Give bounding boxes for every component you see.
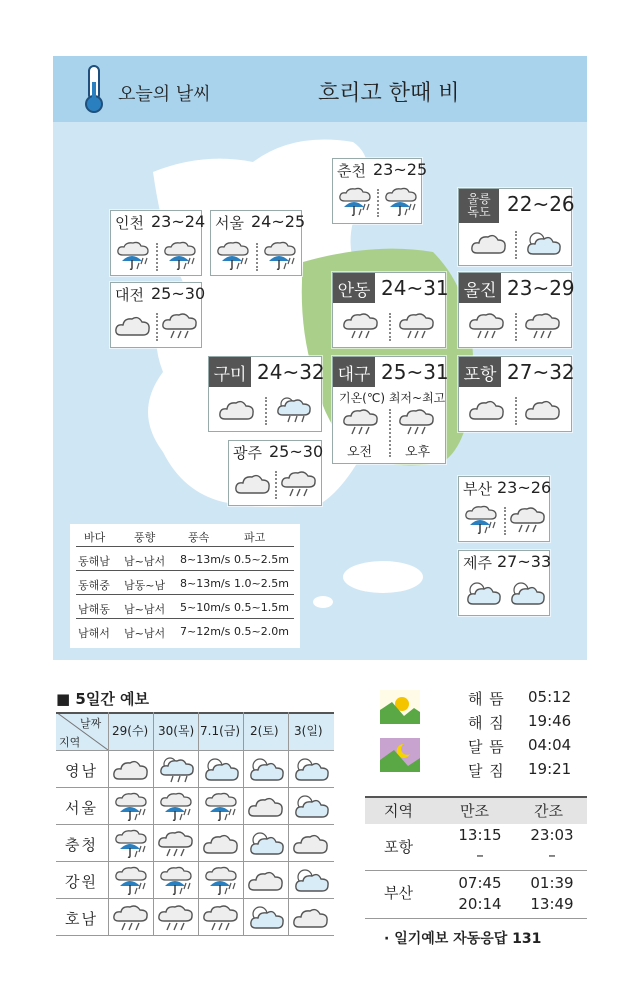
wind-speed: 8~13m/s <box>180 577 231 590</box>
cloudy-rain-icon <box>156 829 196 859</box>
wave-height: 0.5~2.5m <box>234 553 289 566</box>
table-row <box>76 622 294 642</box>
wind-direction: 남~남서 <box>124 627 166 640</box>
sunrise-icon <box>380 690 420 724</box>
cloudy-rain-icon <box>111 903 151 933</box>
moonrise-label: 달 뜸 <box>468 738 505 756</box>
partly-cloudy-icon <box>291 755 331 785</box>
partly-cloudy-icon <box>463 579 503 609</box>
city-name: 서울 <box>215 214 244 232</box>
city-temp: 23~29 <box>507 276 575 300</box>
forecast-region: 서울 <box>65 799 98 817</box>
umbrella-rain-icon <box>111 829 151 859</box>
city-temp: 24~31 <box>381 276 449 300</box>
sunset-label: 해 짐 <box>468 714 505 732</box>
city-temp: 27~32 <box>507 360 575 384</box>
cloudy-icon <box>523 395 563 425</box>
moonset-label: 달 짐 <box>468 762 505 780</box>
umbrella-rain-icon <box>113 241 153 271</box>
city-card-gwangju <box>228 440 322 506</box>
wind-direction: 남~남서 <box>124 603 166 616</box>
city-card-gumi <box>208 356 325 432</box>
city-name: 울진 <box>459 273 501 303</box>
five-day-forecast-title: ■ 5일간 예보 <box>56 690 150 708</box>
city-name: 대구 <box>333 357 375 387</box>
moonrise-time: 04:04 <box>528 736 572 754</box>
low-tide-time: – <box>548 846 556 864</box>
city-card-incheon <box>110 210 206 276</box>
temperature-legend: 기온(℃) 최저~최고 <box>339 391 446 405</box>
table-row <box>76 574 294 595</box>
city-temp: 25~31 <box>381 360 449 384</box>
cloudy-icon <box>246 792 286 822</box>
city-name: 광주 <box>233 444 262 462</box>
sea-area: 동해남 <box>78 555 110 568</box>
city-temp: 25~30 <box>151 284 206 303</box>
partly-cloudy-icon <box>246 903 286 933</box>
sea-header: 바다 <box>84 531 106 544</box>
pm-label: 오후 <box>405 445 431 460</box>
city-temp: 23~26 <box>497 478 552 497</box>
forecast-day: 7.1(금) <box>200 724 241 738</box>
cloudy-rain-icon <box>341 407 381 437</box>
sea-area: 남해서 <box>78 627 110 640</box>
city-temp: 23~24 <box>151 212 206 231</box>
high-tide-time: 13:15 <box>458 826 502 844</box>
partly-cloudy-rain-icon <box>273 395 313 425</box>
sea-area: 동해중 <box>78 579 110 592</box>
tide-region: 부산 <box>384 884 413 902</box>
table-row <box>76 598 294 619</box>
forecast-day: 2(토) <box>250 724 279 738</box>
cloudy-rain-icon <box>160 311 200 341</box>
umbrella-rain-icon <box>381 187 421 217</box>
umbrella-rain-icon <box>201 792 241 822</box>
partly-cloudy-rain-icon <box>156 755 196 785</box>
cloudy-rain-icon <box>467 311 507 341</box>
tide-header: 만조 <box>460 802 489 820</box>
partly-cloudy-icon <box>523 229 563 259</box>
wind-speed: 8~13m/s <box>180 553 231 566</box>
low-tide-time: 01:39 <box>530 874 574 892</box>
cloudy-icon <box>217 395 257 425</box>
city-name: 구미 <box>209 357 251 387</box>
forecast-day: 3(일) <box>294 724 323 738</box>
cloudy-rain-icon <box>341 311 381 341</box>
partly-cloudy-icon <box>291 792 331 822</box>
city-card-pohang <box>458 356 575 432</box>
city-temp: 24~25 <box>251 212 306 231</box>
cloudy-icon <box>467 395 507 425</box>
umbrella-rain-icon <box>111 866 151 896</box>
city-card-jeju <box>458 550 550 616</box>
city-name: 대전 <box>115 286 144 304</box>
umbrella-rain-icon <box>160 241 200 271</box>
sunrise-label: 해 뜸 <box>468 690 505 708</box>
umbrella-rain-icon <box>111 792 151 822</box>
partly-cloudy-icon <box>201 755 241 785</box>
thermometer-icon <box>80 64 108 114</box>
corner-date-label: 날짜 <box>80 717 102 730</box>
city-temp: 25~30 <box>269 442 324 461</box>
cloudy-rain-icon <box>279 469 319 499</box>
city-name: 춘천 <box>337 162 366 180</box>
sea-header-row <box>76 526 294 547</box>
sea-header: 파고 <box>244 531 266 544</box>
cloudy-icon <box>291 829 331 859</box>
tide-header: 간조 <box>534 802 563 820</box>
cloudy-rain-icon <box>156 903 196 933</box>
city-name: 인천 <box>115 214 144 232</box>
partly-cloudy-icon <box>246 829 286 859</box>
cloudy-rain-icon <box>397 407 437 437</box>
cloudy-rain-icon <box>201 903 241 933</box>
city-card-chuncheon <box>332 158 428 224</box>
high-tide-time: – <box>476 846 484 864</box>
forecast-region: 호남 <box>65 910 98 928</box>
umbrella-rain-icon <box>260 241 300 271</box>
sea-header: 풍향 <box>134 531 156 544</box>
forecast-region: 충청 <box>65 836 98 854</box>
cloudy-icon <box>291 903 331 933</box>
city-name: 포항 <box>459 357 501 387</box>
high-tide-time: 07:45 <box>458 874 502 892</box>
cloudy-rain-icon <box>523 311 563 341</box>
forecast-region: 영남 <box>65 762 98 780</box>
forecast-day: 29(수) <box>112 724 149 738</box>
wind-speed: 5~10m/s <box>180 601 231 614</box>
sea-header: 풍속 <box>188 531 210 544</box>
partly-cloudy-icon <box>291 866 331 896</box>
cloudy-icon <box>233 469 273 499</box>
sunset-time: 19:46 <box>528 712 572 730</box>
cloudy-rain-icon <box>397 311 437 341</box>
cloudy-icon <box>111 755 151 785</box>
city-name: 안동 <box>333 273 375 303</box>
city-temp: 22~26 <box>507 192 575 216</box>
city-card-uljin <box>458 272 575 348</box>
city-temp: 24~32 <box>257 360 325 384</box>
cloudy-icon <box>246 866 286 896</box>
moonrise-icon <box>380 738 420 772</box>
header-label: 오늘의 날씨 <box>118 84 211 105</box>
cloudy-icon <box>113 311 153 341</box>
umbrella-rain-icon <box>156 866 196 896</box>
cloudy-icon <box>201 829 241 859</box>
wind-direction: 남~남서 <box>124 555 166 568</box>
sunrise-time: 05:12 <box>528 688 572 706</box>
tide-region: 포항 <box>384 838 413 856</box>
high-tide-time: 20:14 <box>458 895 502 913</box>
city-card-daegu <box>332 356 449 464</box>
partly-cloudy-icon <box>246 755 286 785</box>
city-card-daejeon <box>110 282 206 348</box>
forecast-region: 강원 <box>65 873 98 891</box>
city-name: 울릉 독도 <box>459 189 499 223</box>
umbrella-rain-icon <box>335 187 375 217</box>
today-weather-summary: 흐리고 한때 비 <box>318 81 460 106</box>
umbrella-rain-icon <box>213 241 253 271</box>
city-name: 부산 <box>463 480 492 498</box>
wind-direction: 남동~남 <box>124 579 166 592</box>
am-label: 오전 <box>347 445 373 460</box>
sea-conditions-table <box>70 524 300 648</box>
auto-reply-info: · 일기예보 자동응답 131 <box>384 931 542 947</box>
partly-cloudy-icon <box>507 579 547 609</box>
low-tide-time: 23:03 <box>530 826 574 844</box>
city-temp: 23~25 <box>373 160 428 179</box>
wave-height: 1.0~2.5m <box>234 577 289 590</box>
tide-header: 지역 <box>384 802 413 820</box>
umbrella-rain-icon <box>201 866 241 896</box>
city-card-andong <box>332 272 449 348</box>
city-name: 제주 <box>463 554 492 572</box>
umbrella-rain-icon <box>156 792 196 822</box>
moonset-time: 19:21 <box>528 760 572 778</box>
city-card-seoul <box>210 210 306 276</box>
low-tide-time: 13:49 <box>530 895 574 913</box>
umbrella-rain-icon <box>461 505 501 535</box>
table-row <box>76 550 294 571</box>
cloudy-rain-icon <box>508 505 548 535</box>
city-card-ulleung-dokdo <box>458 188 575 266</box>
wind-speed: 7~12m/s <box>180 625 231 638</box>
forecast-day: 30(목) <box>158 724 195 738</box>
corner-region-label: 지역 <box>59 736 81 749</box>
city-card-busan <box>458 476 550 542</box>
wave-height: 0.5~1.5m <box>234 601 289 614</box>
cloudy-icon <box>469 229 509 259</box>
city-temp: 27~33 <box>497 552 552 571</box>
wave-height: 0.5~2.0m <box>234 625 289 638</box>
sea-area: 남해동 <box>78 603 110 616</box>
